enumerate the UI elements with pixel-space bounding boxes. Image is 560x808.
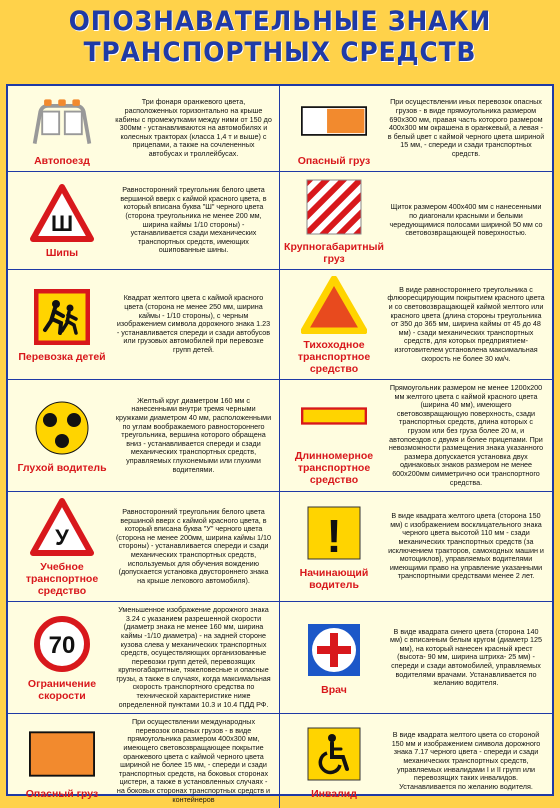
- slow-vehicle-triangle-icon: [301, 274, 367, 336]
- orange-roof-lights-icon: [29, 90, 95, 152]
- wheelchair-square-icon: [301, 723, 367, 785]
- sign-caption: Длинномерное транспортное средство: [294, 450, 374, 487]
- sign-caption: Инвалид: [311, 787, 357, 800]
- training-vehicle-triangle-icon: [29, 496, 95, 558]
- signs-grid: [6, 84, 554, 804]
- doctor-red-cross-icon: [301, 619, 367, 681]
- sign-caption: Тихоходное транспортное средство: [297, 339, 371, 375]
- sign-description: Щиток размером 400х400 мм с нанесенными по диагонали красными и белыми чередующимися полосами шириной 50 мм со световозвращающей поверхностью.: [389, 202, 543, 238]
- sign-caption: Ограничение скорости: [27, 678, 97, 703]
- speed-value: 70: [48, 632, 76, 660]
- exclamation-glyph: !: [326, 510, 342, 561]
- sign-description: В виде равностороннего треугольника с флюоресцирующим покрытием красного цвета и со световозвращающей каймой желтого или красного цвета (длина стороны треугольника от 350 до 365 мм, ширина каймы от 45 до 48 мм) - сзади механических транспортных средств, для которых предприятием-изготовителем установлена максимальная скорость не более 30 км/ч.: [387, 284, 545, 363]
- sign-description: Уменьшенное изображение дорожного знака 3.24 с указанием разрешенной скорости (диаметр знака не менее 160 мм, ширина каймы -1/10 диаметра) - на задней стороне кузова слева у механических транспортных средств, осуществляющих организованные перевозки групп детей, перевозящих крупногабаритные, тяжеловесные и опасные грузы, а также в случаях, когда максимальная скорость транспортного средства по технической характеристике ниже определенной пунктами 10.3 и 10.4 ПДД РФ.: [116, 605, 271, 709]
- sign-description: Равносторонний треугольник белого цвета вершиной вверх с каймой красного цвета, в который вписана буква "У" черного цвета (сторона не менее 200мм, ширина каймы 1/10 стороны) - устанавливается спереди и сзади механических транспортных средств, используемых для обучения вождению (допускается установка двустороннего знака на крыше легкового автомобиля).: [115, 506, 272, 585]
- sign-card: [8, 602, 280, 714]
- sign-caption: Шипы: [45, 247, 79, 259]
- studded-tyres-triangle-icon: [29, 182, 95, 244]
- speed-limit-70-icon: [29, 613, 95, 675]
- long-vehicle-plate-icon: [301, 385, 367, 447]
- sign-caption: Начинающий водитель: [299, 567, 369, 592]
- sign-card: [8, 492, 280, 602]
- orange-plate-icon: [29, 723, 95, 785]
- sign-description: Квадрат желтого цвета с каймой красного цвета (сторона не менее 250 мм, ширина каймы - 1/10 стороны), с черным изображением символа дорожного знака 1.23 - устанавливается спереди и сзади автобусов или грузовых автомобилей при перевозке групп детей.: [116, 293, 271, 354]
- dangerous-cargo-plate-icon: [301, 90, 367, 152]
- exclamation-square-icon: [301, 502, 367, 564]
- title-line-2: ТРАНСПОРТНЫХ СРЕДСТВ: [83, 37, 477, 68]
- sign-description: В виде квадрата желтого цвета (сторона 150 мм) с изображением восклицательного знака черного цвета высотой 110 мм - сзади механических транспортных средств (за исключением тракторов, самоходных машин и мотоциклов), управляемых водителями имеющими право на управление указанными транспортными средствами менее 2 лет.: [388, 511, 544, 581]
- sign-caption: Опасный груз: [25, 787, 99, 800]
- sign-description: Прямоугольник размером не менее 1200х200 мм желтого цвета с каймой красного цвета (ширина 40 мм), имеющего световозвращающую поверхность, сзади транспортных средств, длина которых с грузом или без груза более 20 м, и автопоездов с двумя и более прицепами. При невозможности размещения знака указанного размера допускается установка двух одинаковых знаков размером не менее 600х200мм симметрично оси транспортного средства.: [388, 383, 544, 487]
- sign-description: Желтый круг диаметром 160 мм с нанесенными внутри тремя черными кружками диаметром 40 мм, расположенными по углам воображаемого равностороннего треугольника, вершина которого обращена вниз - устанавливается спереди и сзади механических транспортных средств, управляемых глухонемыми или глухими водителями.: [115, 395, 272, 474]
- sign-card: [8, 380, 280, 492]
- page-title: [22, 6, 537, 68]
- sign-description: Три фонаря оранжевого цвета, расположенных горизонтально на крыше кабины с промежутками между ними от 150 до 300мм - устанавливаются на автомобилях и колесных тракторах (класса 1,4 т и выше) с прицепами, а также на сочлененных автобусах и троллейбусах.: [115, 97, 272, 158]
- sign-description: При осуществлении иных перевозок опасных грузов - в виде прямоугольника размером 690х300 мм, правая часть которого размером 400х300 мм окрашена в оранжевый, а левая - в белый цвет с каймой черного цвета шириной 15 мм, - спереди и сзади транспортных средств.: [387, 97, 545, 158]
- oversized-cargo-stripes-icon: [301, 176, 367, 238]
- sign-card: [280, 492, 552, 602]
- sign-caption: Опасный груз: [297, 155, 371, 167]
- deaf-driver-circle-icon: [29, 397, 95, 459]
- sign-caption: Крупногабаритный груз: [284, 241, 384, 265]
- sign-description: В виде квадрата синего цвета (сторона 140 мм) с вписанным белым кругом (диаметр 125 мм), на который нанесен красный крест (высота- 90 мм, ширина штриха- 25 мм) - спереди и сзади автомобилей, управляемых водителями врачами. Устанавливается по желанию водителя.: [390, 626, 542, 688]
- sign-description: В виде квадрата желтого цвета со стороной 150 мм и изображением символа дорожного знака 7.17 черного цвета - спереди и сзади механических транспортных средств, управляемых инвалидами I и II групп или перевозящих таких инвалидов. Устанавливается по желанию водителя.: [391, 730, 541, 791]
- sign-card: [280, 602, 552, 714]
- sign-caption: Глухой водитель: [17, 462, 107, 475]
- sign-caption: Врач: [321, 684, 347, 697]
- sign-card: [280, 172, 552, 270]
- sign-card: [280, 714, 552, 808]
- sign-card: [280, 270, 552, 380]
- sign-card: [8, 86, 280, 172]
- sign-card: [8, 714, 280, 808]
- sign-description: При осуществлении международных перевозок опасных грузов - в виде прямоугольника размером 400х300 мм, имеющего световозвращающее покрытие оранжевого цвета с каймой черного цвета шириной не более 15 мм, - спереди и сзади транспортных средств, на боковых сторонах цистерн, а также в установленных случаях - на боковых сторонах транспортных средств и контейнеров: [116, 717, 271, 804]
- letter-sh: Ш: [50, 211, 74, 236]
- sign-caption: Автопоезд: [34, 155, 90, 167]
- letter-u: У: [55, 525, 69, 551]
- sign-caption: Перевозка детей: [18, 351, 106, 363]
- sign-card: [280, 380, 552, 492]
- sign-description: Равносторонний треугольник белого цвета вершиной вверх с каймой красного цвета, в который вписана буква "Ш" черного цвета (сторона треугольника не менее 200 мм, ширина каймы 1/10 стороны) - устанавливается сзади механических транспортных средств, имеющих ошипованные шины.: [120, 185, 267, 255]
- children-transport-icon: [29, 286, 95, 348]
- sign-card: [8, 172, 280, 270]
- title-line-1: ОПОЗНАВАТЕЛЬНЫЕ ЗНАКИ: [68, 6, 492, 37]
- sign-card: [280, 86, 552, 172]
- sign-caption: Учебное транспортное средство: [25, 561, 99, 598]
- sign-card: [8, 270, 280, 380]
